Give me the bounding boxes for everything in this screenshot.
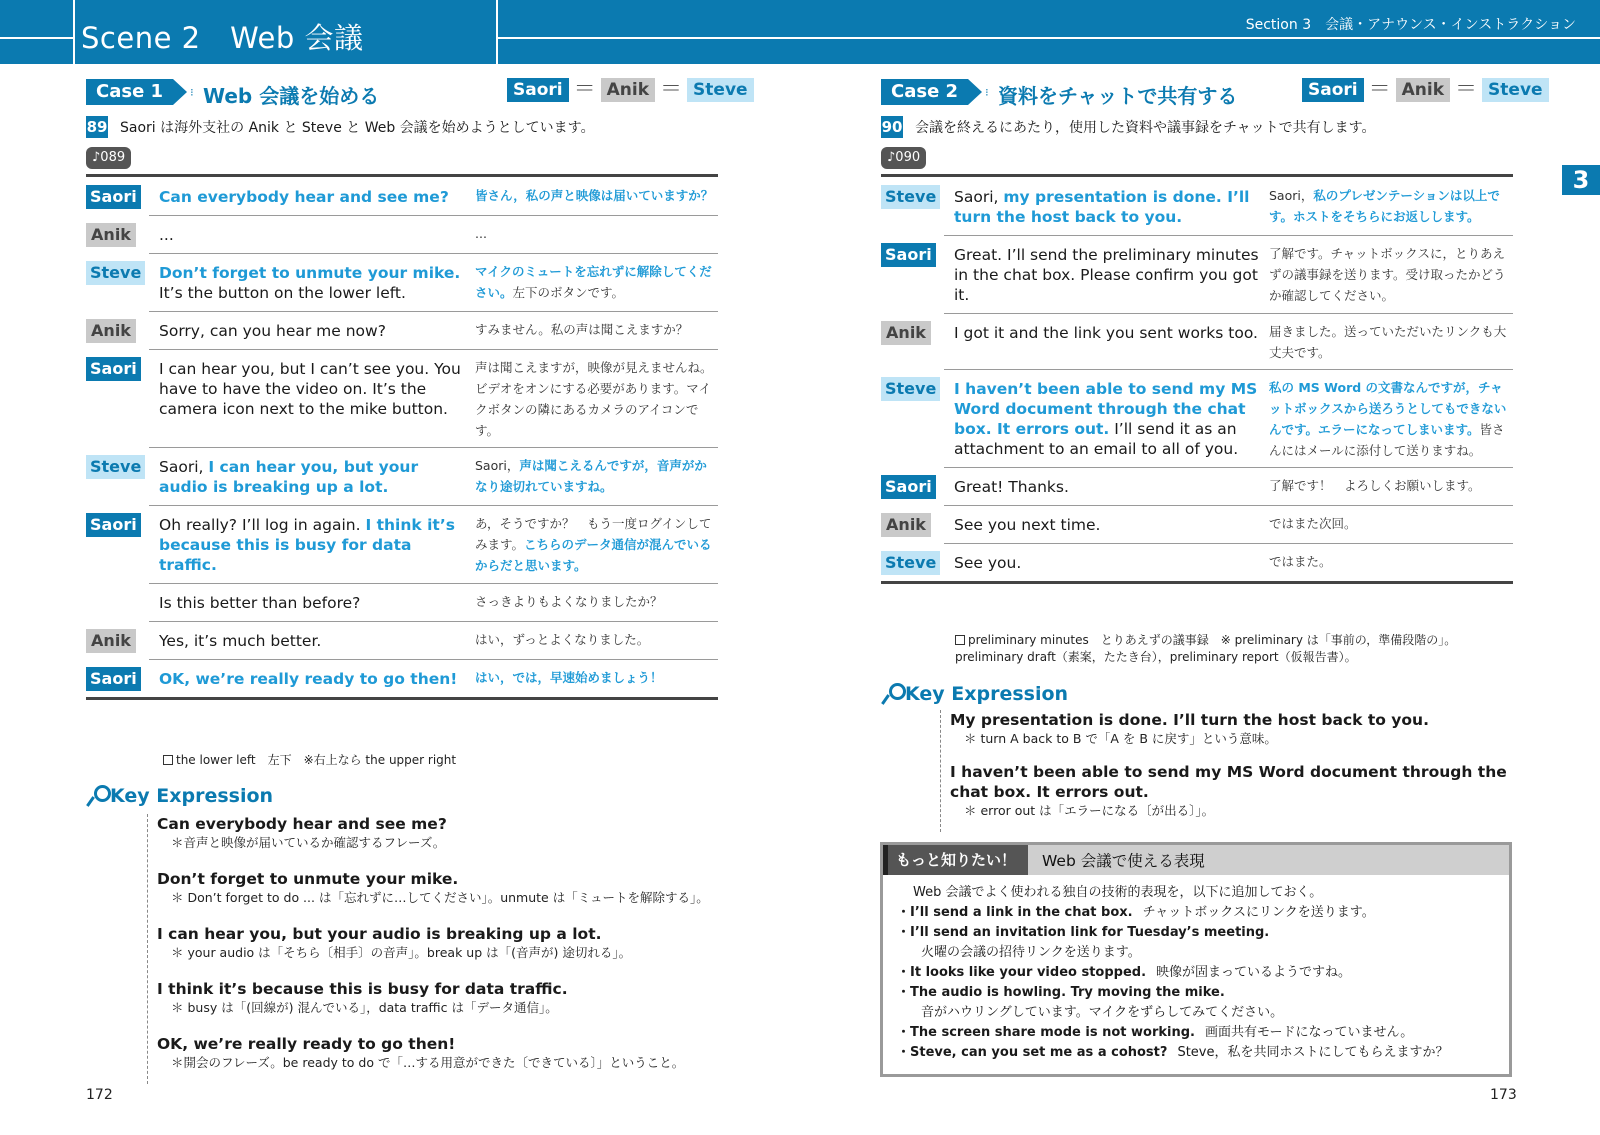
english-text: See you. — [954, 554, 1022, 572]
more-info-japanese: 映像が固まっているようですね。 — [1156, 965, 1352, 980]
key-expression-item — [157, 1034, 722, 1072]
english-line — [954, 235, 1269, 313]
speaker-cell — [86, 447, 159, 505]
section-tab: 3 — [1562, 165, 1600, 195]
speaker-cell — [881, 467, 954, 505]
key-expression-english: Can everybody hear and see me? — [157, 815, 447, 833]
japanese-text: さっきよりもよくなりましたか？ — [475, 594, 663, 609]
track-row-right — [881, 116, 1375, 138]
japanese-highlight: 皆さん，私の声と映像は届いていますか？ — [475, 188, 714, 203]
dialogue-row — [881, 313, 1513, 369]
more-info-body — [883, 875, 1509, 1063]
key-expression-title-right — [881, 683, 1068, 705]
dots-icon: ⁝ — [985, 85, 989, 99]
track-row-left — [86, 116, 595, 138]
english-text: I’ll send it as an attachment to an email to all of you. — [954, 420, 1239, 458]
dialogue-row — [881, 177, 1513, 235]
equals-sign: ＝ — [1368, 77, 1391, 102]
key-expression-note: ＊開会のフレーズ。be ready to do で「…する用意ができた〔できている〕」ということ。 — [171, 1055, 685, 1070]
more-info-english: ・Steve, can you set me as a cohost? — [897, 1045, 1168, 1060]
dialogue-table-right — [881, 174, 1513, 584]
participant-anik: Anik — [1396, 78, 1450, 102]
speaker-cell — [86, 253, 159, 311]
japanese-highlight: はい，では，早速始めましょう！ — [475, 670, 663, 685]
english-text: It’s the button on the lower left. — [159, 284, 406, 302]
key-expression-label: Key Expression — [905, 683, 1069, 705]
speaker-cell — [86, 505, 159, 583]
more-info-item — [897, 923, 1497, 963]
speaker-cell — [86, 621, 159, 659]
speaker-label: Saori — [881, 475, 936, 499]
speaker-cell — [86, 311, 159, 349]
key-expression-english: Don’t forget to unmute your mike. — [157, 870, 459, 888]
more-info-item — [897, 963, 1497, 983]
japanese-line — [475, 583, 718, 621]
vocab-note-left — [163, 752, 456, 769]
key-expression-title-left — [86, 785, 273, 807]
english-text: Is this better than before? — [159, 594, 361, 612]
key-expression-list-left — [147, 814, 722, 1084]
japanese-text: Saori， — [475, 458, 520, 473]
japanese-highlight: 私のプレゼンテーションは以上です。ホストをそちらにお返しします。 — [1269, 188, 1500, 224]
key-expression-list-right — [940, 710, 1515, 832]
english-line — [954, 313, 1269, 369]
key-expression-item — [157, 924, 722, 962]
speaker-label: Steve — [86, 455, 145, 479]
participant-saori: Saori — [1302, 78, 1364, 102]
participants-left — [507, 78, 754, 102]
case-2-label: Case 2 — [881, 79, 968, 105]
english-line — [159, 253, 475, 311]
key-expression-note: ＊音声と映像が届いているか確認するフレーズ。 — [171, 835, 446, 850]
english-text: See you next time. — [954, 516, 1101, 534]
dialogue-row — [881, 369, 1513, 467]
more-info-japanese: チャットボックスにリンクを送ります。 — [1142, 905, 1375, 920]
speaker-cell — [86, 177, 159, 215]
speaker-cell — [881, 369, 954, 467]
english-highlight: my presentation is done. I’ll turn the host back to you. — [954, 188, 1250, 226]
japanese-line — [475, 349, 718, 447]
more-info-english: ・The screen share mode is not working. — [897, 1025, 1195, 1040]
japanese-line — [475, 505, 718, 583]
speaker-label: Anik — [86, 223, 136, 247]
case-arrow-icon — [173, 79, 187, 105]
more-info-item — [897, 1023, 1497, 1043]
more-info-japanese: 火曜の会議の招待リンクを送ります。 — [921, 945, 1141, 960]
english-highlight: Don’t forget to unmute your mike. — [159, 264, 461, 282]
speaker-label: Anik — [86, 629, 136, 653]
english-line — [159, 311, 475, 349]
english-highlight: I haven’t been able to send my MS Word document through the chat box. It errors out. — [954, 380, 1258, 438]
key-expression-note: ＊ busy は「(回線が) 混んでいる」，data traffic は「データ通信」。 — [171, 1000, 558, 1015]
case-1-badge — [86, 79, 194, 105]
japanese-highlight: 声は聞こえるんですが，音声がかなり途切れていますね。 — [475, 458, 707, 494]
japanese-text: 了解です！ よろしくお願いします。 — [1269, 478, 1481, 493]
english-line — [159, 447, 475, 505]
japanese-highlight: マイクのミュートを忘れずに解除してください。 — [475, 264, 712, 300]
japanese-line — [475, 177, 718, 215]
english-line — [159, 215, 475, 253]
speaker-cell — [881, 505, 954, 543]
key-expression-english: OK, we’re really ready to go then! — [157, 1035, 456, 1053]
dots-icon: ⁝ — [190, 85, 194, 99]
equals-sign: ＝ — [573, 77, 596, 102]
key-expression-item — [950, 762, 1515, 820]
english-line — [954, 369, 1269, 467]
english-highlight: I think it’s because this is busy for data traffic. — [159, 516, 455, 574]
english-line — [954, 543, 1269, 581]
dialogue-row — [881, 543, 1513, 581]
more-info-japanese: Steve，私を共同ホストにしてもらえますか？ — [1177, 1045, 1449, 1060]
english-line — [159, 177, 475, 215]
english-line — [159, 505, 475, 583]
participant-saori: Saori — [507, 78, 569, 102]
japanese-text: ではまた。 — [1269, 554, 1332, 569]
japanese-text: 左下のボタンです。 — [512, 285, 625, 300]
speaker-label: Saori — [86, 185, 141, 209]
english-text: I can hear you, but I can’t see you. You have to have the video on. It’s the camera icon next to the mike button. — [159, 360, 461, 418]
speaker-label: Saori — [86, 357, 141, 381]
vocab-text: the lower left 左下 ※右上なら the upper right — [176, 753, 457, 767]
english-line — [159, 659, 475, 697]
japanese-text: 届きました。送っていただいたリンクも大丈夫です。 — [1269, 324, 1507, 360]
english-text: Oh really? I’ll log in again. — [159, 516, 366, 534]
audio-track-tag[interactable]: ♪089 — [86, 147, 131, 169]
english-text: Sorry, can you hear me now? — [159, 322, 386, 340]
dialogue-row — [86, 311, 718, 349]
japanese-line — [1269, 467, 1513, 505]
participant-steve: Steve — [687, 78, 754, 102]
header-rule-right — [498, 37, 1600, 39]
speaker-label: Steve — [86, 261, 145, 285]
more-info-item — [897, 983, 1497, 1023]
more-info-english: ・I’ll send an invitation link for Tuesday’s meeting. — [897, 925, 1270, 940]
japanese-highlight: 私の MS Word の文書なんですが，チャットボックスから送ろうとしてもできないんです。エラーになってしまいます。 — [1269, 380, 1507, 437]
speaker-cell — [86, 583, 159, 621]
japanese-text: ではまた次回。 — [1269, 516, 1357, 531]
japanese-line — [1269, 369, 1513, 467]
dialogue-row — [86, 621, 718, 659]
japanese-text: Saori， — [1269, 188, 1314, 203]
more-info-japanese: 音がハウリングしています。マイクをずらしてみてください。 — [921, 1005, 1284, 1020]
track-number: 90 — [881, 118, 903, 136]
speaker-cell — [881, 235, 954, 313]
speaker-label: Saori — [86, 513, 141, 537]
scene-intro: Saori は海外支社の Anik と Steve と Web 会議を始めようとしています。 — [120, 120, 595, 136]
speaker-label: Anik — [881, 321, 931, 345]
japanese-line — [1269, 543, 1513, 581]
more-info-english: ・I’ll send a link in the chat box. — [897, 905, 1133, 920]
english-highlight: Can everybody hear and see me? — [159, 188, 449, 206]
key-expression-english: My presentation is done. I’ll turn the host back to you. — [950, 711, 1429, 729]
audio-track-tag[interactable]: ♪090 — [881, 147, 926, 169]
japanese-text: ... — [475, 226, 487, 241]
speaker-label: Steve — [881, 377, 940, 401]
english-line — [159, 621, 475, 659]
scene-intro: 会議を終えるにあたり，使用した資料や議事録をチャットで共有します。 — [915, 120, 1376, 136]
more-info-intro: Web 会議でよく使われる独自の技術的表現を，以下に追加しておく。 — [913, 885, 1323, 900]
speaker-label: Anik — [881, 513, 931, 537]
checkbox-icon — [955, 635, 965, 645]
english-line — [954, 467, 1269, 505]
japanese-line — [475, 621, 718, 659]
key-expression-english: I think it’s because this is busy for data traffic. — [157, 980, 568, 998]
more-info-item — [897, 1043, 1497, 1063]
japanese-text: 了解です。チャットボックスに，とりあえずの議事録を送ります。受け取ったかどうか確認してください。 — [1269, 246, 1506, 303]
key-icon — [881, 683, 903, 705]
dialogue-row — [86, 505, 718, 583]
english-text: ... — [159, 226, 174, 244]
dialogue-row — [86, 253, 718, 311]
more-info-header — [883, 845, 1509, 875]
japanese-highlight: こちらのデータ通信が混んでいるからだと思います。 — [475, 537, 712, 573]
track-number: 89 — [86, 118, 108, 136]
scene-title: Scene 2 Web 会議 — [81, 21, 364, 55]
more-info-japanese: 画面共有モードになっていません。 — [1204, 1025, 1414, 1040]
key-expression-item — [157, 869, 722, 907]
japanese-line — [1269, 235, 1513, 313]
speaker-cell — [86, 349, 159, 447]
header-rule-left — [0, 37, 73, 39]
participant-steve: Steve — [1482, 78, 1549, 102]
english-line — [954, 505, 1269, 543]
japanese-line — [475, 311, 718, 349]
english-text: Saori, — [954, 188, 1004, 206]
key-expression-item — [950, 710, 1515, 748]
japanese-line — [475, 253, 718, 311]
key-expression-label: Key Expression — [110, 785, 274, 807]
dialogue-row — [86, 215, 718, 253]
japanese-line — [1269, 313, 1513, 369]
participants-right — [1302, 78, 1549, 102]
key-expression-item — [157, 814, 722, 852]
page-number-left: 172 — [86, 1087, 113, 1103]
more-info-english: ・The audio is howling. Try moving the mike. — [897, 985, 1225, 1000]
english-line — [954, 177, 1269, 235]
dialogue-table-left — [86, 174, 718, 700]
english-text: Great! Thanks. — [954, 478, 1069, 496]
key-expression-note: ＊ your audio は「そちら〔相手〕の音声」。break up は「(音声が) 途切れる」。 — [171, 945, 632, 960]
speaker-cell — [881, 543, 954, 581]
japanese-line — [475, 215, 718, 253]
vocab-text: preliminary minutes とりあえずの議事録 ※ preliminary は「事前の，準備段階の」。preliminary draft（素案，たたき台），preliminary report（仮報告書）。 — [955, 633, 1457, 664]
japanese-line — [475, 659, 718, 697]
dialogue-row — [86, 583, 718, 621]
english-line — [159, 583, 475, 621]
speaker-label: Anik — [86, 319, 136, 343]
speaker-cell — [86, 215, 159, 253]
key-expression-item — [157, 979, 722, 1017]
page-number-right: 173 — [1490, 1087, 1517, 1103]
case-1-label: Case 1 — [86, 79, 173, 105]
english-text: I got it and the link you sent works too. — [954, 324, 1258, 342]
more-info-box — [880, 842, 1512, 1077]
case-1-title: Web 会議を始める — [203, 84, 380, 108]
checkbox-icon — [163, 755, 173, 765]
speaker-label: Saori — [881, 243, 936, 267]
english-text: Saori, — [159, 458, 209, 476]
japanese-text: すみません。私の声は聞こえますか？ — [475, 322, 689, 337]
key-expression-note: ＊ Don’t forget to do ... は「忘れずに…してください」。unmute は「ミュートを解除する」。 — [171, 890, 709, 905]
speaker-label: Saori — [86, 667, 141, 691]
dialogue-row — [881, 235, 1513, 313]
japanese-text: 声は聞こえますが，映像が見えませんね。ビデオをオンにする必要があります。マイクボタンの隣にあるカメラのアイコンです。 — [475, 360, 713, 438]
equals-sign: ＝ — [1455, 77, 1478, 102]
japanese-text: あ，そうですか？ もう一度ログインしてみます。 — [475, 516, 712, 552]
more-info-heading: Web 会議で使える表現 — [1042, 852, 1205, 870]
dialogue-row — [881, 467, 1513, 505]
key-icon — [86, 785, 108, 807]
speaker-label: Steve — [881, 185, 940, 209]
case-2-badge — [881, 79, 989, 105]
participant-anik: Anik — [601, 78, 655, 102]
english-line — [159, 349, 475, 447]
dialogue-row — [86, 659, 718, 697]
case-2-title: 資料をチャットで共有する — [998, 84, 1238, 108]
dialogue-row — [86, 447, 718, 505]
japanese-line — [475, 447, 718, 505]
more-info-item — [897, 903, 1497, 923]
dialogue-row — [86, 349, 718, 447]
equals-sign: ＝ — [660, 77, 683, 102]
more-info-english: ・It looks like your video stopped. — [897, 965, 1147, 980]
speaker-label: Steve — [881, 551, 940, 575]
key-expression-note: ＊ error out は「エラーになる〔が出る〕」。 — [964, 803, 1215, 818]
speaker-cell — [881, 313, 954, 369]
vocab-note-right — [955, 632, 1515, 666]
speaker-cell — [881, 177, 954, 235]
key-expression-note: ＊ turn A back to B で「A を B に戻す」という意味。 — [964, 731, 1277, 746]
japanese-line — [1269, 177, 1513, 235]
japanese-text: 皆さんにはメールに添付して送りますね。 — [1269, 422, 1505, 458]
japanese-line — [1269, 505, 1513, 543]
case-arrow-icon — [968, 79, 982, 105]
english-text: Yes, it’s much better. — [159, 632, 322, 650]
key-expression-english: I can hear you, but your audio is breaking up a lot. — [157, 925, 602, 943]
dialogue-row — [86, 177, 718, 215]
english-highlight: OK, we’re really ready to go then! — [159, 670, 458, 688]
japanese-text: はい，ずっとよくなりました。 — [475, 632, 650, 647]
english-highlight: I can hear you, but your audio is breaking up a lot. — [159, 458, 419, 496]
english-text: Great. I’ll send the preliminary minutes in the chat box. Please confirm you got it. — [954, 246, 1259, 304]
speaker-cell — [86, 659, 159, 697]
key-expression-english: I haven’t been able to send my MS Word document through the chat box. It errors out. — [950, 763, 1507, 801]
dialogue-row — [881, 505, 1513, 543]
more-info-tag: もっと知りたい！ — [883, 845, 1028, 875]
section-label: Section 3 会議・アナウンス・インストラクション — [1245, 17, 1576, 33]
